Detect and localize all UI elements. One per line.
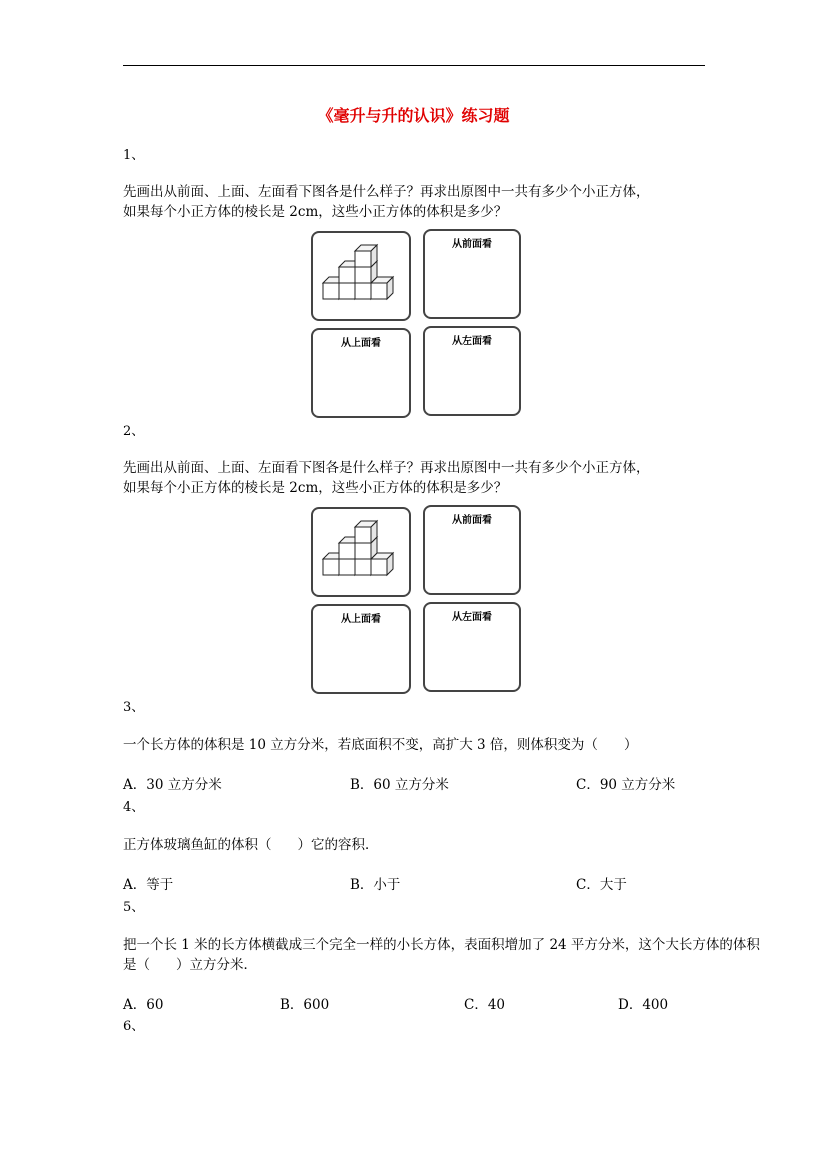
q5-line2 — [123, 956, 257, 974]
cube-stack-box — [311, 231, 411, 321]
q5-option-c: C．40 — [464, 997, 506, 1013]
q3-text — [123, 736, 637, 754]
q4-text — [123, 836, 379, 854]
q3-option-c: C．90 立方分米 — [576, 777, 676, 793]
top-view-caption: 从上面看 — [341, 338, 381, 349]
q5-line1: 把一个长 1 米的长方体横截成三个完全一样的小长方体，表面积增加了 24 平方分米，这个大长方体的体积 — [123, 937, 760, 953]
front-view-caption: 从前面看 — [452, 239, 492, 250]
cube-stack-box — [311, 507, 411, 597]
q2-number: 2、 — [123, 424, 145, 439]
cube-stack-drawing — [313, 509, 409, 595]
q5-option-a: A．60 — [123, 997, 164, 1013]
q1-number: 1、 — [123, 148, 145, 163]
q6-number: 6、 — [123, 1019, 145, 1034]
q4-text-b: ）它的容积． — [297, 837, 379, 853]
q1-figure — [311, 229, 523, 419]
cube — [355, 521, 377, 543]
top-view-caption: 从上面看 — [341, 614, 381, 625]
left-view-caption: 从左面看 — [452, 336, 492, 347]
q2-line1: 先画出从前面、上面、左面看下图各是什么样子？再求出原图中一共有多少个小正方体， — [123, 460, 650, 476]
q5-option-b: B．600 — [280, 997, 330, 1013]
q4-option-c: C．大于 — [576, 877, 627, 893]
q3-option-b: B．60 立方分米 — [350, 777, 449, 793]
q2-line2: 如果每个小正方体的棱长是 2cm，这些小正方体的体积是多少？ — [123, 480, 508, 496]
q5-option-d: D．400 — [618, 997, 669, 1013]
q1-line2: 如果每个小正方体的棱长是 2cm，这些小正方体的体积是多少？ — [123, 204, 508, 220]
front-view-box — [423, 229, 521, 319]
q3-number: 3、 — [123, 700, 145, 715]
page-title: 《毫升与升的认识》练习题 — [317, 106, 510, 125]
left-view-box — [423, 326, 521, 416]
q1-line1: 先画出从前面、上面、左面看下图各是什么样子？再求出原图中一共有多少个小正方体， — [123, 184, 650, 200]
q5-line2-b: ）立方分米． — [176, 957, 257, 973]
header-rule — [123, 65, 705, 66]
q4-option-a: A．等于 — [123, 877, 174, 893]
left-view-box — [423, 602, 521, 692]
q5-line2-a: 是（ — [123, 957, 150, 973]
cube-stack-drawing — [313, 233, 409, 319]
cube — [355, 245, 377, 267]
top-view-box — [311, 328, 411, 418]
q3-option-a: A．30 立方分米 — [123, 777, 222, 793]
q4-text-a: 正方体玻璃鱼缸的体积（ — [123, 837, 272, 853]
q3-text-a: 一个长方体的体积是 10 立方分米，若底面积不变，高扩大 3 倍，则体积变为（ — [123, 737, 598, 753]
q3-text-b: ） — [623, 737, 638, 753]
front-view-box — [423, 505, 521, 595]
q2-figure — [311, 505, 523, 695]
left-view-caption: 从左面看 — [452, 612, 492, 623]
front-view-caption: 从前面看 — [452, 515, 492, 526]
q4-number: 4、 — [123, 800, 145, 815]
q5-number: 5、 — [123, 900, 145, 915]
q4-option-b: B．小于 — [350, 877, 401, 893]
top-view-box — [311, 604, 411, 694]
